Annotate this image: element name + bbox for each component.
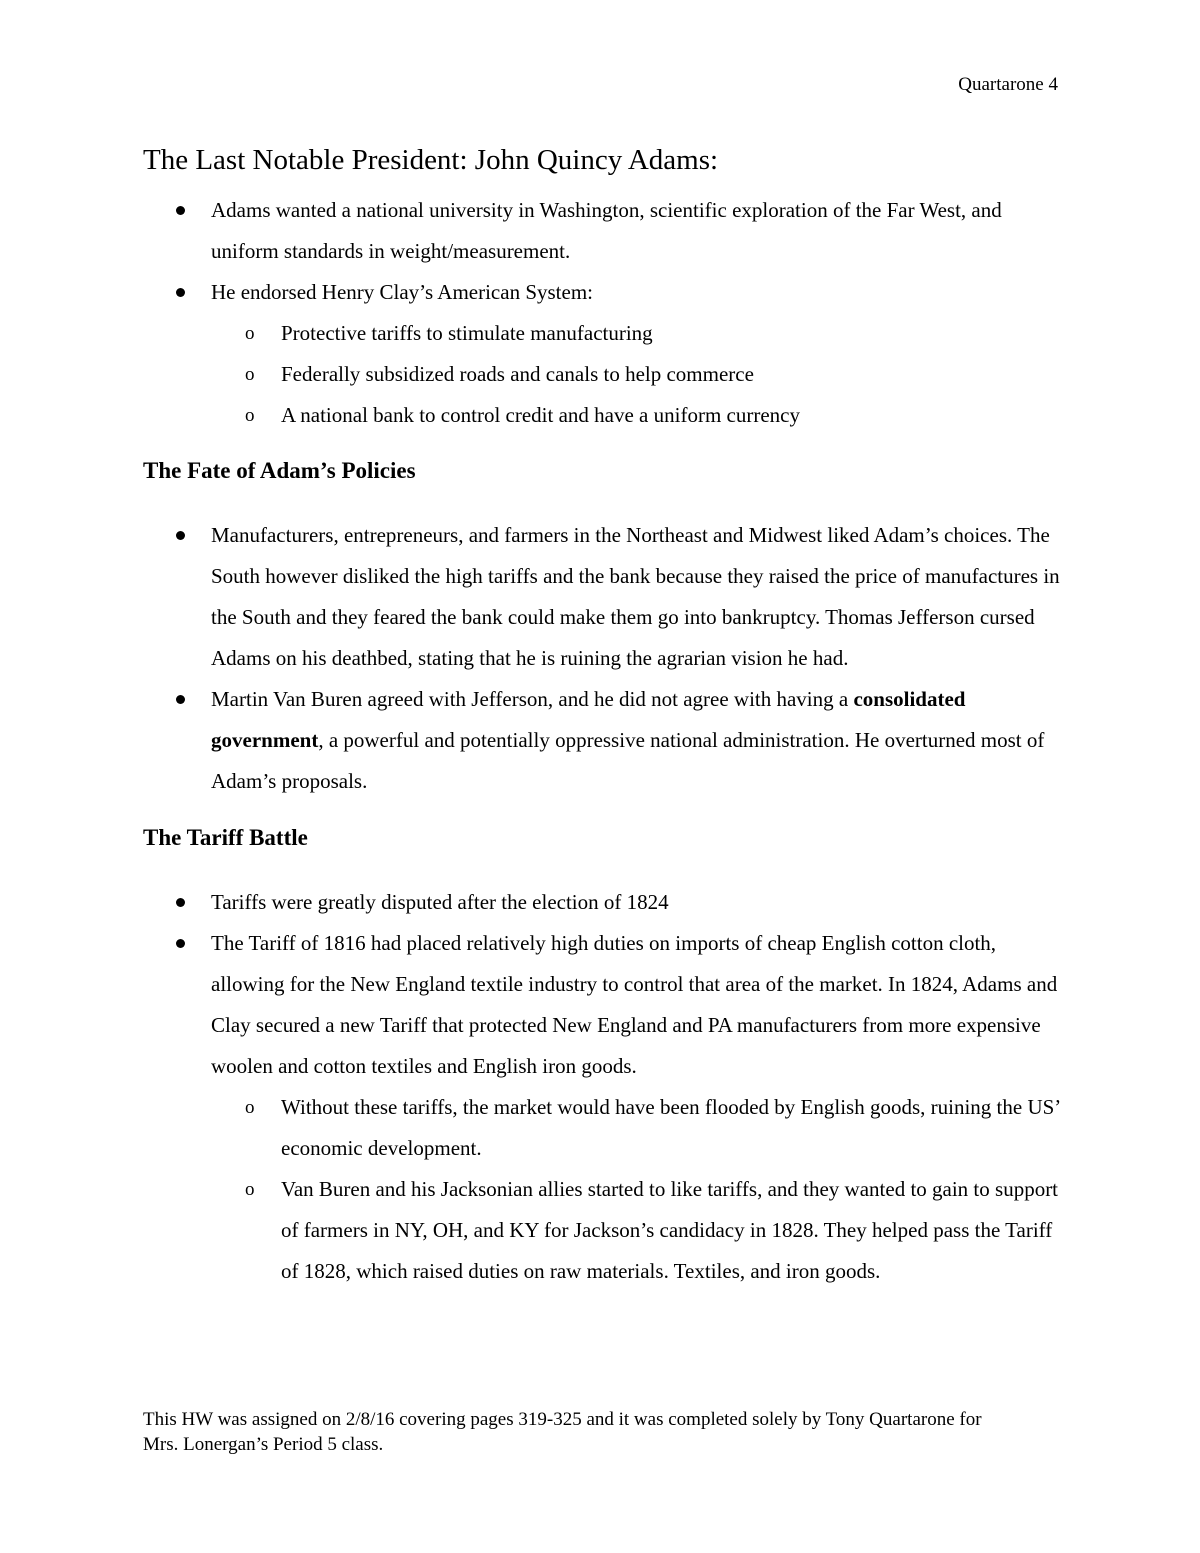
bold-term: consolidated government: [211, 687, 966, 752]
list-item: Adams wanted a national university in Washington, scientific exploration of the Far West, and uniform standards in weight/measurement.: [143, 190, 1065, 272]
list-item: Tariffs were greatly disputed after the election of 1824: [143, 882, 1065, 923]
document-title: The Last Notable President: John Quincy Adams:: [143, 144, 719, 176]
section1-sub-list: [211, 313, 1065, 436]
section-heading-tariff: The Tariff Battle: [143, 825, 308, 850]
sub-list-item: o Federally subsidized roads and canals to help commerce: [211, 354, 1065, 395]
list-item: Manufacturers, entrepreneurs, and farmers in the Northeast and Midwest liked Adam’s choices. The South however disliked the high tariffs and the bank because they raised the price of manufactures in the South and they feared the bank could make them go into bankruptcy. Thomas Jefferson cursed Adams on his deathbed, stating that he is ruining the agrarian vision he had.: [143, 515, 1065, 679]
section-heading-policies: The Fate of Adam’s Policies: [143, 458, 416, 483]
list-item: [143, 272, 1065, 436]
section1-bullet-list: [143, 190, 1065, 436]
footnote: This HW was assigned on 2/8/16 covering pages 319-325 and it was completed solely by Tony Quartarone for Mrs. Lonergan’s Period 5 class.: [143, 1409, 982, 1455]
section3-bullet-list: [143, 882, 1065, 1292]
sub-list-item: o Protective tariffs to stimulate manufacturing: [211, 313, 1065, 354]
sub-list-item: o Without these tariffs, the market would have been flooded by English goods, ruining the US’ economic development.: [211, 1087, 1065, 1169]
section3-sub-list: [211, 1087, 1065, 1292]
list-item-text: , a powerful and potentially oppressive national administration. He overturned most of Adam’s proposals.: [211, 728, 1045, 793]
sub-list-item: o Van Buren and his Jacksonian allies started to like tariffs, and they wanted to gain to support of farmers in NY, OH, and KY for Jackson’s candidacy in 1828. They helped pass the Tariff of 1828, which raised duties on raw materials. Textiles, and iron goods.: [211, 1169, 1065, 1292]
list-item: [143, 679, 1065, 802]
section2-bullet-list: [143, 515, 1065, 802]
sub-list-item: o A national bank to control credit and have a uniform currency: [211, 395, 1065, 436]
list-item-text: Martin Van Buren agreed with Jefferson, and he did not agree with having a: [211, 687, 854, 711]
list-item: [143, 923, 1065, 1292]
page-number-header: Quartarone 4: [958, 74, 1058, 95]
list-item-text: The Tariff of 1816 had placed relatively high duties on imports of cheap English cotton cloth, allowing for the New England textile industry to control that area of the market. In 1824, Adams and Clay secured a new Tariff that protected New England and PA manufacturers from more expensive woolen and cotton textiles and English iron goods.: [211, 931, 1058, 1078]
list-item-text: He endorsed Henry Clay’s American System:: [211, 280, 593, 304]
document-body: [143, 140, 1065, 1292]
